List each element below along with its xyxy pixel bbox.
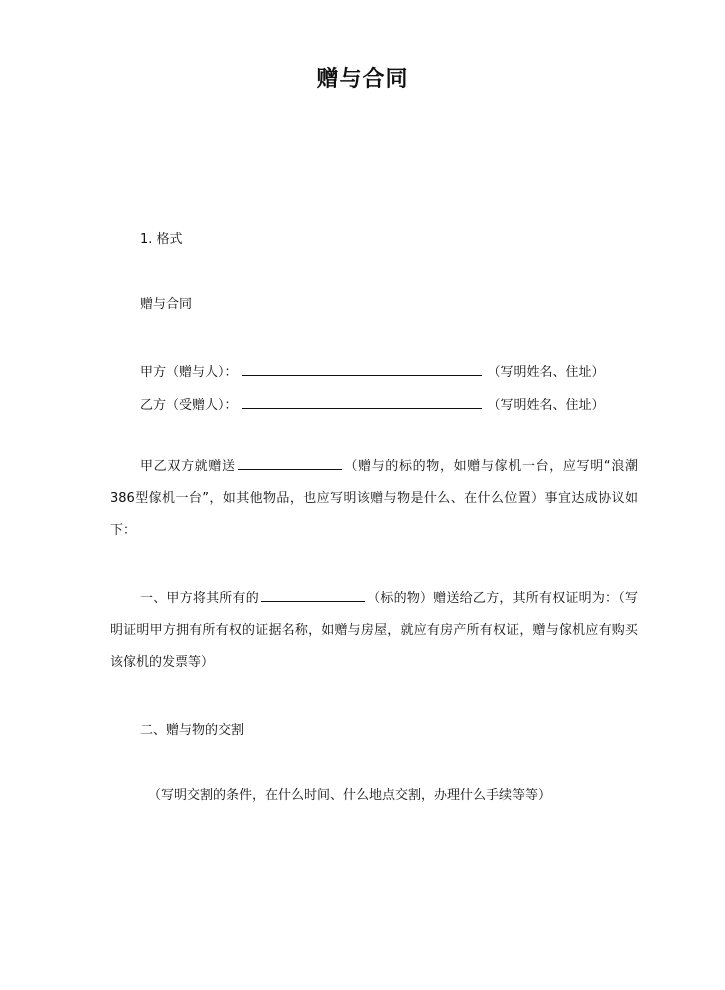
intro-paragraph [110, 451, 638, 547]
intro-text-before: 甲乙双方就赠送 [140, 459, 236, 474]
document-title: 赠与合同 [316, 67, 409, 92]
party-a-line [140, 363, 605, 379]
clause1-text-after: （标的物）赠送给乙方，其所有权证明为：（写明证明甲方拥有所有权的证据名称，如赠与房屋，就应有房产所有权证，赠与傢机应有购买该傢机的发票等） [110, 591, 638, 670]
party-a-blank [242, 363, 482, 376]
clause2-note: （写明交割的条件，在什么时间、什么地点交割，办理什么手续等等） [148, 788, 552, 803]
intro-text-after: （赠与的标的物，如赠与傢机一台，应写明“浪潮386型傢机一台”，如其他物品，也应写明该赠与物是什么、在什么位置）事宜达成协议如下： [110, 459, 638, 538]
party-a-label: 甲方（赠与人）： [140, 365, 238, 380]
clause2-heading: 二、赠与物的交割 [140, 723, 245, 738]
party-b-note: （写明姓名、住址） [487, 398, 605, 413]
clause1-blank [261, 589, 365, 602]
clause1-text-before: 一、甲方将其所有的 [140, 591, 259, 606]
party-b-line [140, 396, 605, 412]
party-a-note: （写明姓名、住址） [487, 365, 605, 380]
clause1-paragraph [110, 583, 638, 679]
intro-blank [238, 457, 342, 470]
contract-name: 赠与合同 [140, 297, 193, 312]
section-heading: 1. 格式 [140, 232, 183, 247]
party-b-blank [242, 396, 482, 409]
party-b-label: 乙方（受赠人）： [140, 398, 238, 413]
